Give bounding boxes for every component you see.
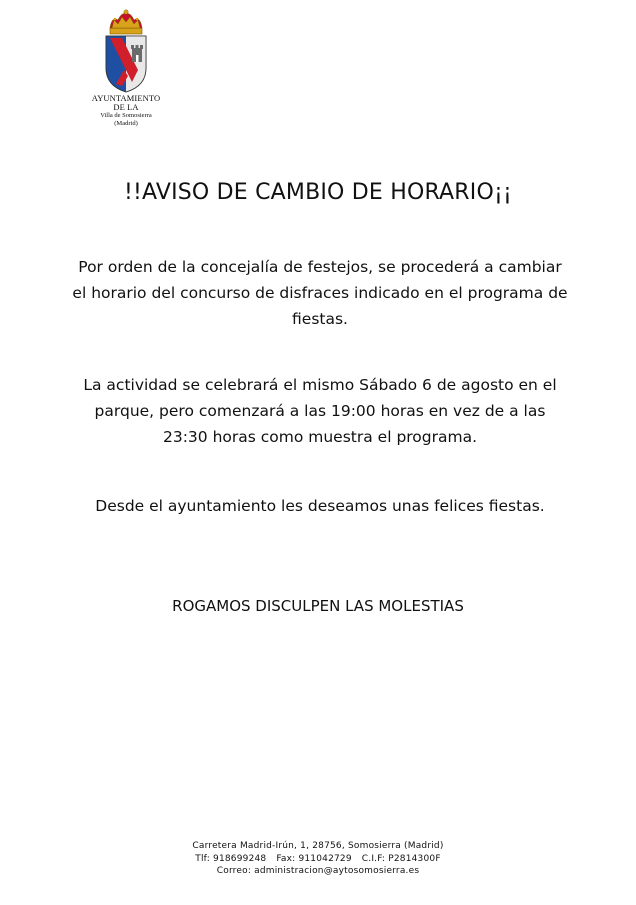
footer-address: Carretera Madrid-Irún, 1, 28756, Somosierra (Madrid) <box>192 841 444 851</box>
org-name: AYUNTAMIENTO <box>91 93 161 103</box>
coat-of-arms-icon <box>102 8 150 94</box>
paragraph-wishes: Desde el ayuntamiento les deseamos unas felices fiestas. <box>95 497 545 515</box>
closing-apology: ROGAMOS DISCULPEN LAS MOLESTIAS <box>172 597 464 615</box>
paragraph-order: Por orden de la concejalía de festejos, se procederá a cambiar el horario del concurso de disfraces indicado en el programa de fiestas. <box>72 258 568 328</box>
footer-phone-line <box>0 853 636 866</box>
paragraph-activity: La actividad se celebrará el mismo Sábado 6 de agosto en el parque, pero comenzará a las 19:00 horas en vez de a las 23:30 horas como muestra el programa. <box>83 376 557 446</box>
notice-title: !!AVISO DE CAMBIO DE HORARIO¡¡ <box>123 180 513 205</box>
org-name-connector: DE LA <box>113 102 139 112</box>
letterhead <box>78 8 174 128</box>
org-town: Villa de Somosierra <box>100 112 152 119</box>
footer-email: Correo: administracion@aytosomosierra.es <box>216 866 420 876</box>
footer-phone: Tlf: 918699248 <box>195 853 267 864</box>
footer-cif: C.I.F: P2814300F <box>361 853 441 864</box>
footer-contact <box>0 840 636 878</box>
org-region: (Madrid) <box>114 120 138 127</box>
footer-fax: Fax: 911042729 <box>276 853 352 864</box>
